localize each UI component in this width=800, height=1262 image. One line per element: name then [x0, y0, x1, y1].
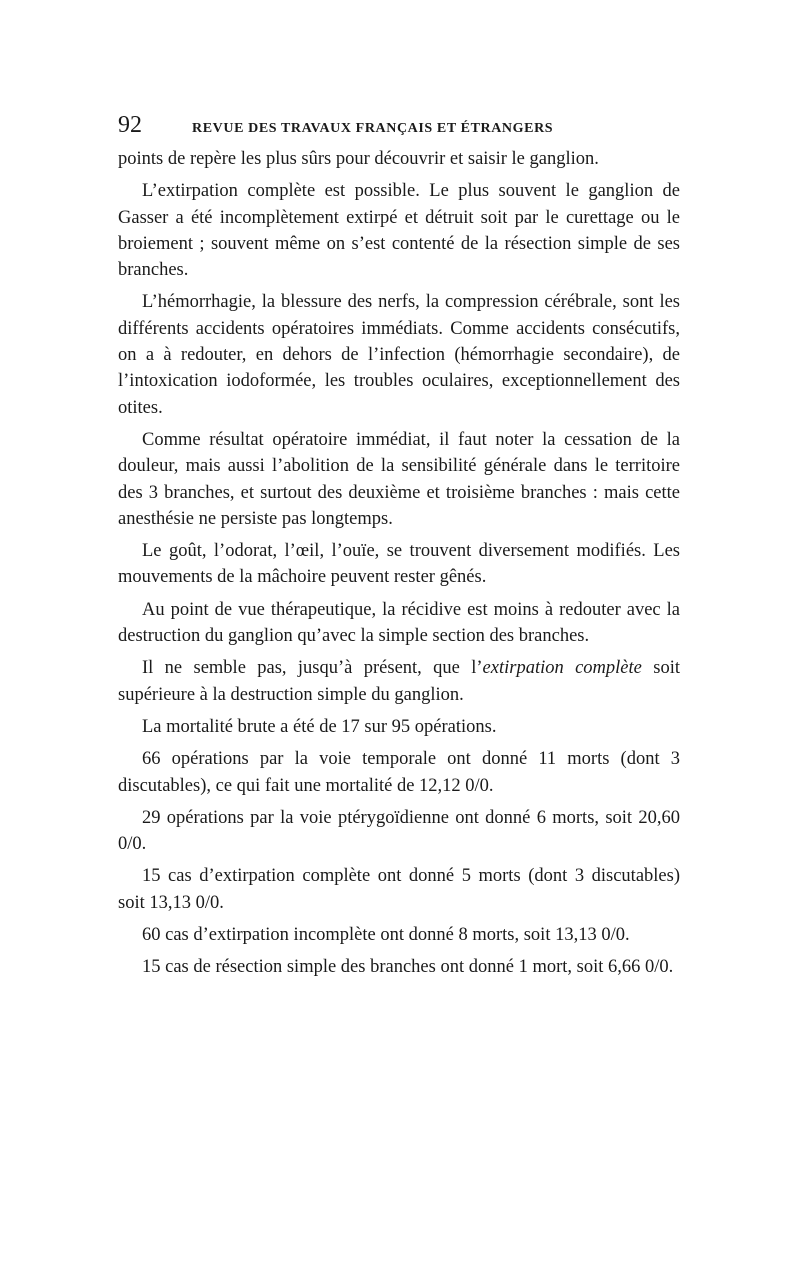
paragraph-extirpation-complete: 15 cas d’extirpation complète ont donné 5 morts (dont 3 discutables) soit 13,13 0/0.: [118, 866, 680, 913]
running-head: [118, 112, 680, 146]
page-number: 92: [118, 112, 142, 138]
paragraph-comparaison-start: Il ne semble pas, jusqu’à présent, que l’: [142, 658, 483, 679]
paragraph-continuation: points de repère les plus sûrs pour découvrir et saisir le ganglion.: [118, 149, 599, 169]
book-page: [118, 112, 680, 981]
paragraph-extirpation-incomplete: 60 cas d’extirpation incomplète ont donné 8 morts, soit 13,13 0/0.: [142, 925, 630, 946]
paragraph-comparaison-end: soit supérieure à la destruction simple du ganglion.: [118, 658, 680, 705]
paragraph-voie-pterygoidienne: 29 opérations par la voie ptérygoïdienne ont donné 6 morts, soit 20,60 0/0.: [118, 807, 680, 855]
paragraph-resection-simple: 15 cas de résection simple des branches ont donné 1 mort, soit 6,66 0/0.: [142, 957, 674, 978]
paragraph-extirpation: L’extirpation complète est possible. Le plus souvent le ganglion de Gasser a été incomplètement extirpé et détruit soit par le curettage ou le broiement ; souvent même on s’est contenté de la résection simple de ses branches.: [118, 181, 680, 281]
paragraph-therapeutique: Au point de vue thérapeutique, la récidive est moins à redouter avec la destruction du ganglion qu’avec la simple section des branches.: [118, 599, 680, 647]
body-text: [118, 146, 680, 981]
paragraph-comparaison: [118, 655, 680, 708]
paragraph-sens: Le goût, l’odorat, l’œil, l’ouïe, se trouvent diversement modifiés. Les mouvements de la mâchoire peuvent rester gênés.: [118, 541, 680, 588]
running-title: REVUE DES TRAVAUX FRANÇAIS ET ÉTRANGERS: [192, 121, 554, 136]
italic-term: extirpation complète: [482, 658, 642, 679]
paragraph-resultat: Comme résultat opératoire immédiat, il faut noter la cessation de la douleur, mais aussi l’abolition de la sensibilité générale dans le territoire des 3 branches, et surtout des deuxième et troisième branches : mais cette anesthésie ne persiste pas longtemps.: [118, 429, 680, 529]
paragraph-voie-temporale: 66 opérations par la voie temporale ont donné 11 morts (dont 3 discutables), ce qui fait une mortalité de 12,12 0/0.: [118, 749, 680, 796]
paragraph-mortalite: La mortalité brute a été de 17 sur 95 opérations.: [142, 716, 497, 737]
paragraph-accidents: L’hémorrhagie, la blessure des nerfs, la compression cérébrale, sont les différents accidents opératoires immédiats. Comme accidents consécutifs, on a à redouter, en dehors de l’infection (hémorrhagie secondaire), de l’intoxication iodoformée, les troubles oculaires, exceptionnellement des otites.: [118, 292, 680, 418]
